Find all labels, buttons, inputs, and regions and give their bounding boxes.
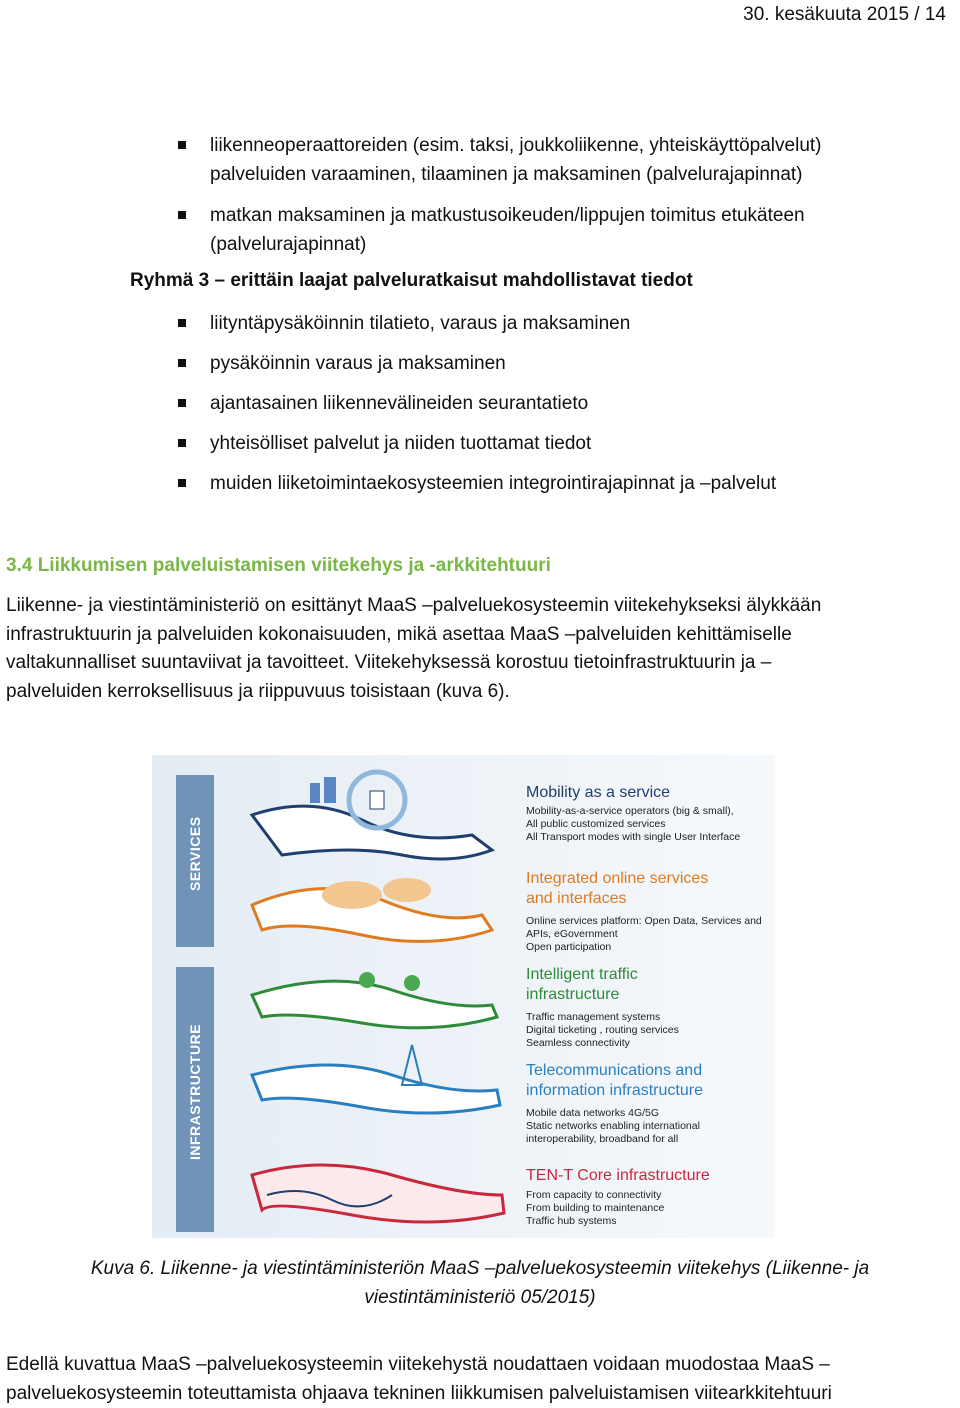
bullet-item	[210, 201, 805, 259]
figure-caption	[0, 1254, 960, 1312]
layer-desc-telecom	[526, 1107, 700, 1146]
page-header: 30. kesäkuuta 2015 / 14	[743, 4, 946, 26]
layer-title-line: infrastructure	[526, 985, 638, 1005]
layer-desc-line: Traffic management systems	[526, 1011, 679, 1024]
layer-title-mobility: Mobility as a service	[526, 783, 670, 803]
layer-desc-line: Static networks enabling international	[526, 1120, 700, 1133]
infrastructure-band-label: INFRASTRUCTURE	[187, 1024, 203, 1160]
group3-item: pysäköinnin varaus ja maksaminen	[210, 349, 506, 378]
phone-icon	[370, 791, 384, 809]
bullet-line: matkan maksaminen ja matkustusoikeuden/lippujen toimitus etukäteen	[210, 201, 805, 230]
bullet-item	[210, 131, 822, 189]
section-paragraph	[6, 592, 956, 706]
layer-title-line: and interfaces	[526, 889, 708, 909]
bullet-marker	[178, 141, 186, 149]
layer-desc-tent	[526, 1189, 664, 1228]
layer-desc-line: Mobile data networks 4G/5G	[526, 1107, 700, 1120]
group-heading: Ryhmä 3 – erittäin laajat palveluratkaisut mahdollistavat tiedot	[130, 270, 693, 292]
building-icon	[324, 777, 336, 803]
bullet-marker	[178, 399, 186, 407]
layer-desc-line: Open participation	[526, 941, 762, 954]
layer-desc-line: All Transport modes with single User Interface	[526, 831, 740, 844]
paragraph-line: palveluekosysteemin toteuttamista ohjaava tekninen liikkumisen palveluistamisen viitearkkitehtuuri	[6, 1380, 956, 1408]
layer-desc-line: Traffic hub systems	[526, 1215, 664, 1228]
building-icon	[310, 783, 320, 803]
bullet-marker	[178, 439, 186, 447]
layer-title-line: information infrastructure	[526, 1081, 703, 1101]
layer-title-telecom	[526, 1061, 703, 1101]
traffic-icon	[359, 972, 375, 988]
layer-desc-line: From capacity to connectivity	[526, 1189, 664, 1202]
section-heading: 3.4 Liikkumisen palveluistamisen viitekehys ja -arkkitehtuuri	[6, 555, 551, 577]
layer-desc-line: Mobility-as-a-service operators (big & small),	[526, 805, 740, 818]
bullet-line: palveluiden varaaminen, tilaaminen ja maksaminen (palvelurajapinnat)	[210, 160, 822, 189]
bullet-marker	[178, 479, 186, 487]
services-band-label: SERVICES	[187, 816, 203, 891]
layer-desc-line: Seamless connectivity	[526, 1037, 679, 1050]
bullet-marker	[178, 359, 186, 367]
paragraph-line: valtakunnalliset suuntaviivat ja tavoitteet. Viitekehyksessä korostuu tietoinfrastruktuurin ja –	[6, 649, 956, 678]
cloud-icon	[383, 878, 431, 902]
paragraph-line: palveluiden kerroksellisuus ja riippuvuus toisistaan (kuva 6).	[6, 678, 956, 707]
layer-title-tent: TEN-T Core infrastructure	[526, 1166, 710, 1186]
layer-desc-online	[526, 915, 762, 954]
paragraph-line: Edellä kuvattua MaaS –palveluekosysteemin viitekehystä noudattaen voidaan muodostaa MaaS –	[6, 1351, 956, 1380]
layer-desc-line: interoperability, broadband for all	[526, 1133, 700, 1146]
group3-item: ajantasainen liikennevälineiden seurantatieto	[210, 389, 588, 418]
layer-title-line: Integrated online services	[526, 869, 708, 889]
layer-title-line: Telecommunications and	[526, 1061, 703, 1081]
group3-item: yhteisölliset palvelut ja niiden tuottamat tiedot	[210, 429, 591, 458]
layer-desc-traffic	[526, 1011, 679, 1050]
bullet-marker	[178, 211, 186, 219]
layer-desc-line: Online services platform: Open Data, Services and	[526, 915, 762, 928]
layer-desc-line: From building to maintenance	[526, 1202, 664, 1215]
layer-title-line: Intelligent traffic	[526, 965, 638, 985]
layer-desc-line: APIs, eGovernment	[526, 928, 762, 941]
paragraph-line: infrastruktuurin ja palveluiden kokonaisuuden, mikä asettaa MaaS –palveluiden kehittämiselle	[6, 621, 956, 650]
caption-line: Kuva 6. Liikenne- ja viestintäministeriön MaaS –palveluekosysteemin viitekehys (Liikenne- ja	[0, 1254, 960, 1283]
bullet-line: (palvelurajapinnat)	[210, 230, 805, 259]
maas-framework-figure	[152, 755, 775, 1238]
layer-title-online	[526, 869, 708, 909]
group3-item: muiden liiketoimintaekosysteemien integrointirajapinnat ja –palvelut	[210, 469, 776, 498]
layer-desc-line: All public customized services	[526, 818, 740, 831]
caption-line: viestintäministeriö 05/2015)	[0, 1283, 960, 1312]
layer-desc-line: Digital ticketing , routing services	[526, 1024, 679, 1037]
bullet-line: liikenneoperaattoreiden (esim. taksi, joukkoliikenne, yhteiskäyttöpalvelut)	[210, 131, 822, 160]
layer-title-traffic	[526, 965, 638, 1005]
cloud-icon	[322, 881, 382, 909]
closing-paragraph	[6, 1351, 956, 1408]
layer-desc-mobility	[526, 805, 740, 844]
group3-item: liityntäpysäköinnin tilatieto, varaus ja maksaminen	[210, 309, 630, 338]
bullet-marker	[178, 319, 186, 327]
traffic-icon	[404, 975, 420, 991]
paragraph-line: Liikenne- ja viestintäministeriö on esittänyt MaaS –palveluekosysteemin viitekehykseksi älykkään	[6, 592, 956, 621]
